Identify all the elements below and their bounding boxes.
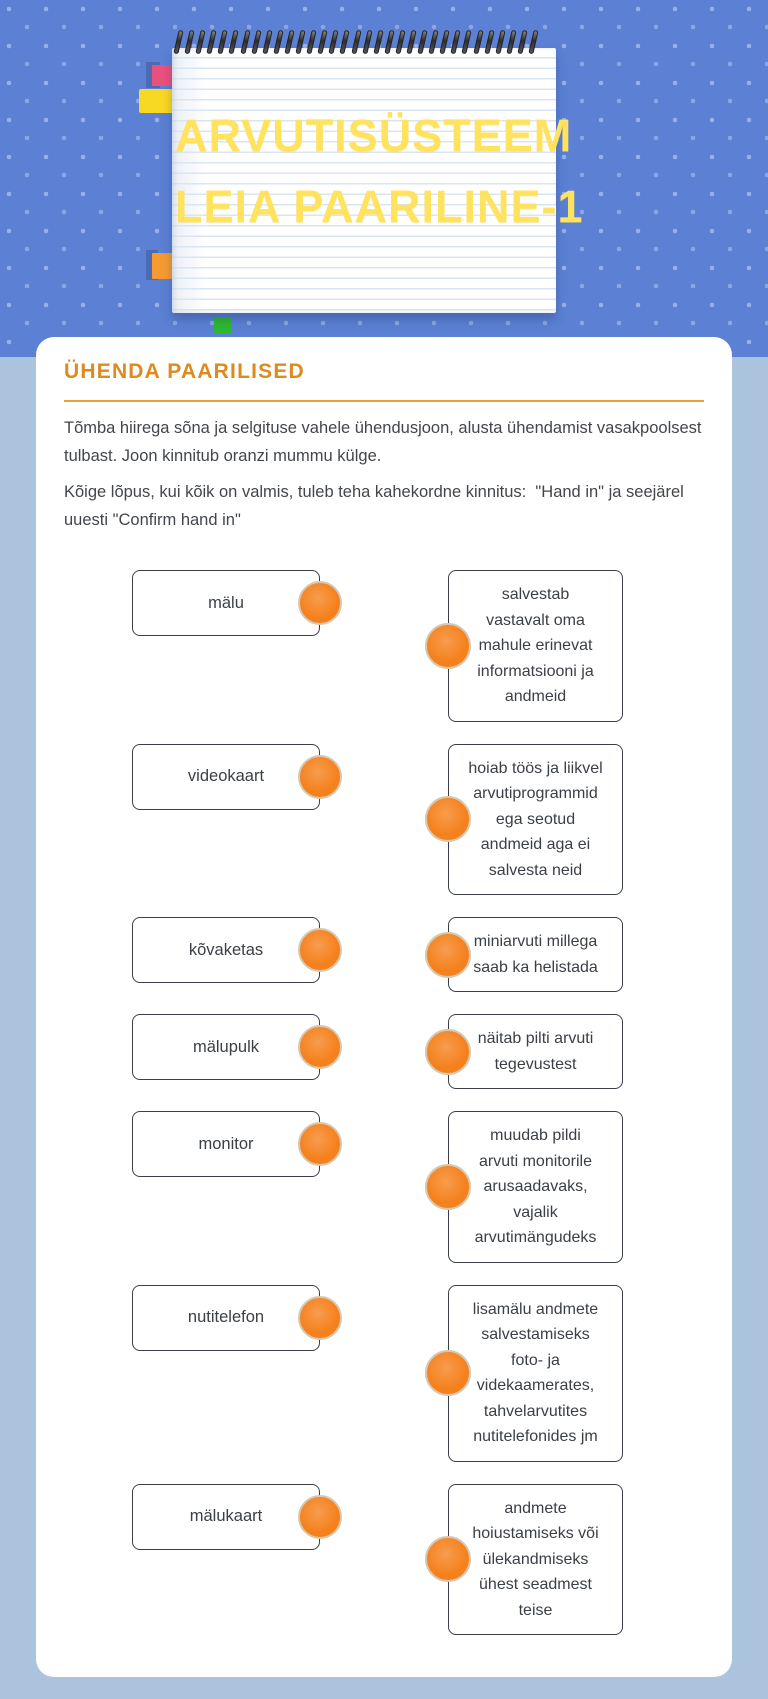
definition-line: hoiab töös ja liikvel: [468, 759, 603, 777]
connector-dot-term[interactable]: [298, 1122, 342, 1166]
spiral-coil: [173, 30, 183, 55]
definition-cell: [448, 1111, 623, 1263]
term-cell: [132, 570, 320, 636]
spiral-coil: [451, 30, 461, 55]
connector-dot-term[interactable]: [298, 1495, 342, 1539]
connector-dot-term[interactable]: [298, 928, 342, 972]
connector-dot-term[interactable]: [298, 1296, 342, 1340]
match-list: [64, 570, 704, 1635]
definition-line: andmete: [504, 1499, 567, 1517]
definition-line: andmeid aga ei: [480, 836, 591, 853]
spiral-coil: [229, 30, 239, 55]
term-box[interactable]: [132, 1014, 320, 1080]
worksheet-title-line1: ARVUTISÜSTEEM: [175, 110, 573, 161]
connector-dot-term[interactable]: [298, 1025, 342, 1069]
definition-cell: [448, 1484, 623, 1636]
spiral-coil: [240, 30, 250, 55]
definition-line: arvuti monitorile: [479, 1152, 592, 1170]
match-row: [132, 744, 704, 896]
definition-line: arusaadavaks,: [483, 1178, 588, 1195]
term-box[interactable]: [132, 1484, 320, 1550]
match-row: [132, 917, 704, 992]
term-label: videokaart: [187, 767, 265, 785]
section-heading: ÜHENDA PAARILISED: [64, 360, 305, 383]
term-cell: [132, 1111, 320, 1177]
definition-box[interactable]: [448, 570, 623, 722]
spiral-coil: [295, 30, 305, 55]
spiral-coil: [329, 30, 339, 55]
spiral-coil: [262, 30, 272, 55]
spiral-coil: [429, 30, 439, 55]
spiral-coil: [506, 30, 516, 55]
spiral-coil: [273, 30, 283, 55]
match-row: [132, 1484, 704, 1636]
definition-line: miniarvuti millega: [473, 933, 598, 950]
definition-line: lisamälu andmete: [472, 1300, 599, 1318]
connector-dot-definition[interactable]: [425, 1350, 471, 1396]
definition-line: salvestamiseks: [481, 1326, 590, 1343]
spiral-coil: [196, 30, 206, 55]
connector-dot-definition[interactable]: [425, 1029, 471, 1075]
instructions-paragraph-1: Tõmba hiirega sõna ja selgituse vahele ühendusjoon, alusta ühendamist vasakpoolsest tulbast. Joon kinnitub oranzi mummu külge.: [64, 419, 707, 465]
spiral-coil: [495, 30, 505, 55]
definition-line: ülekandmiseks: [482, 1550, 589, 1568]
definition-line: informatsiooni ja: [477, 662, 594, 680]
term-cell: [132, 744, 320, 810]
definition-box[interactable]: [448, 1484, 623, 1636]
definition-line: teise: [518, 1601, 553, 1619]
worksheet-title-line2: LEIA PAARILINE-1: [175, 181, 584, 232]
spiral-coil: [384, 30, 394, 55]
connector-dot-definition[interactable]: [425, 1536, 471, 1582]
sticky-note-yellow: [139, 89, 173, 113]
term-box[interactable]: [132, 570, 320, 636]
term-cell: [132, 917, 320, 983]
worksheet-title: [175, 100, 584, 242]
definition-box[interactable]: [448, 917, 623, 992]
term-cell: [132, 1014, 320, 1080]
match-row: [132, 1285, 704, 1462]
definition-cell: [448, 744, 623, 896]
notebook-paper: [172, 48, 584, 313]
connector-dot-definition[interactable]: [425, 796, 471, 842]
spiral-coil: [184, 30, 194, 55]
definition-line: muudab pildi: [490, 1127, 581, 1144]
definition-line: mahule erinevat: [478, 637, 593, 654]
heading-underline: [64, 400, 704, 402]
definition-line: arvutiprogrammid: [473, 785, 598, 802]
spiral-coil: [406, 30, 416, 55]
sticky-note-orange: [152, 253, 173, 279]
definition-line: andmeid: [504, 688, 567, 705]
spiral-coil: [417, 30, 427, 55]
spiral-coil: [306, 30, 316, 55]
definition-cell: [448, 570, 623, 722]
definition-line: arvutimängudeks: [474, 1229, 597, 1246]
definition-cell: [448, 917, 623, 992]
connector-dot-term[interactable]: [298, 755, 342, 799]
connector-dot-definition[interactable]: [425, 1164, 471, 1210]
match-row: [132, 1111, 704, 1263]
definition-line: videkaamerates,: [476, 1377, 595, 1394]
definition-box[interactable]: [448, 1111, 623, 1263]
connector-dot-term[interactable]: [298, 581, 342, 625]
spiral-coil: [528, 30, 538, 55]
term-cell: [132, 1285, 320, 1351]
instructions-paragraph-2: Kõige lõpus, kui kõik on valmis, tuleb teha kahekordne kinnitus: "Hand in" ja seejärel uuesti "Confirm hand in": [64, 483, 689, 529]
spiral-coil: [284, 30, 294, 55]
definition-box[interactable]: [448, 1014, 623, 1089]
definition-line: näitab pilti arvuti: [477, 1030, 594, 1047]
definition-line: tahvelarvutites: [483, 1402, 588, 1420]
definition-box[interactable]: [448, 1285, 623, 1462]
match-row: [132, 570, 704, 722]
definition-line: foto- ja: [511, 1351, 560, 1369]
sticky-note-pink: [152, 65, 173, 86]
definition-line: ühest seadmest: [479, 1576, 592, 1593]
term-box[interactable]: [132, 1111, 320, 1177]
definition-line: vastavalt oma: [486, 611, 585, 629]
definition-line: saab ka helistada: [473, 958, 598, 976]
spiral-coil: [440, 30, 450, 55]
spiral-coil: [373, 30, 383, 55]
spiral-coil: [340, 30, 350, 55]
term-label: mälu: [208, 593, 244, 612]
spiral-coil: [462, 30, 472, 55]
definition-line: tegevustest: [494, 1055, 577, 1073]
term-label: kõvaketas: [188, 940, 264, 959]
spiral-coil: [351, 30, 361, 55]
spiral-coil: [484, 30, 494, 55]
term-cell: [132, 1484, 320, 1550]
spiral-coil: [318, 30, 328, 55]
spiral-coil: [207, 30, 217, 55]
spiral-coil: [362, 30, 372, 55]
definition-line: salvesta neid: [488, 861, 583, 879]
spiral-coil: [473, 30, 483, 55]
definition-line: ega seotud: [495, 810, 576, 828]
term-box[interactable]: [132, 1285, 320, 1351]
definition-box[interactable]: [448, 744, 623, 896]
term-box[interactable]: [132, 917, 320, 983]
term-label: mälupulk: [192, 1037, 260, 1056]
definition-line: vajalik: [513, 1203, 558, 1221]
definition-line: nutitelefonides jm: [473, 1428, 598, 1445]
term-label: nutitelefon: [187, 1308, 265, 1326]
connector-dot-definition[interactable]: [425, 623, 471, 669]
definition-cell: [448, 1014, 623, 1089]
term-box[interactable]: [132, 744, 320, 810]
sticky-note-green: [214, 317, 231, 333]
spiral-coil: [251, 30, 261, 55]
definition-cell: [448, 1285, 623, 1462]
definition-line: hoiustamiseks või: [472, 1525, 599, 1542]
banner: [0, 0, 768, 357]
term-label: mälukaart: [189, 1507, 263, 1525]
spiral-coil: [517, 30, 527, 55]
spiral-binding: [176, 30, 552, 60]
definition-line: salvestab: [501, 586, 570, 603]
spiral-coil: [395, 30, 405, 55]
match-row: [132, 1014, 704, 1089]
spiral-coil: [218, 30, 228, 55]
worksheet-card: [36, 337, 732, 1677]
connector-dot-definition[interactable]: [425, 932, 471, 978]
term-label: monitor: [198, 1134, 254, 1153]
